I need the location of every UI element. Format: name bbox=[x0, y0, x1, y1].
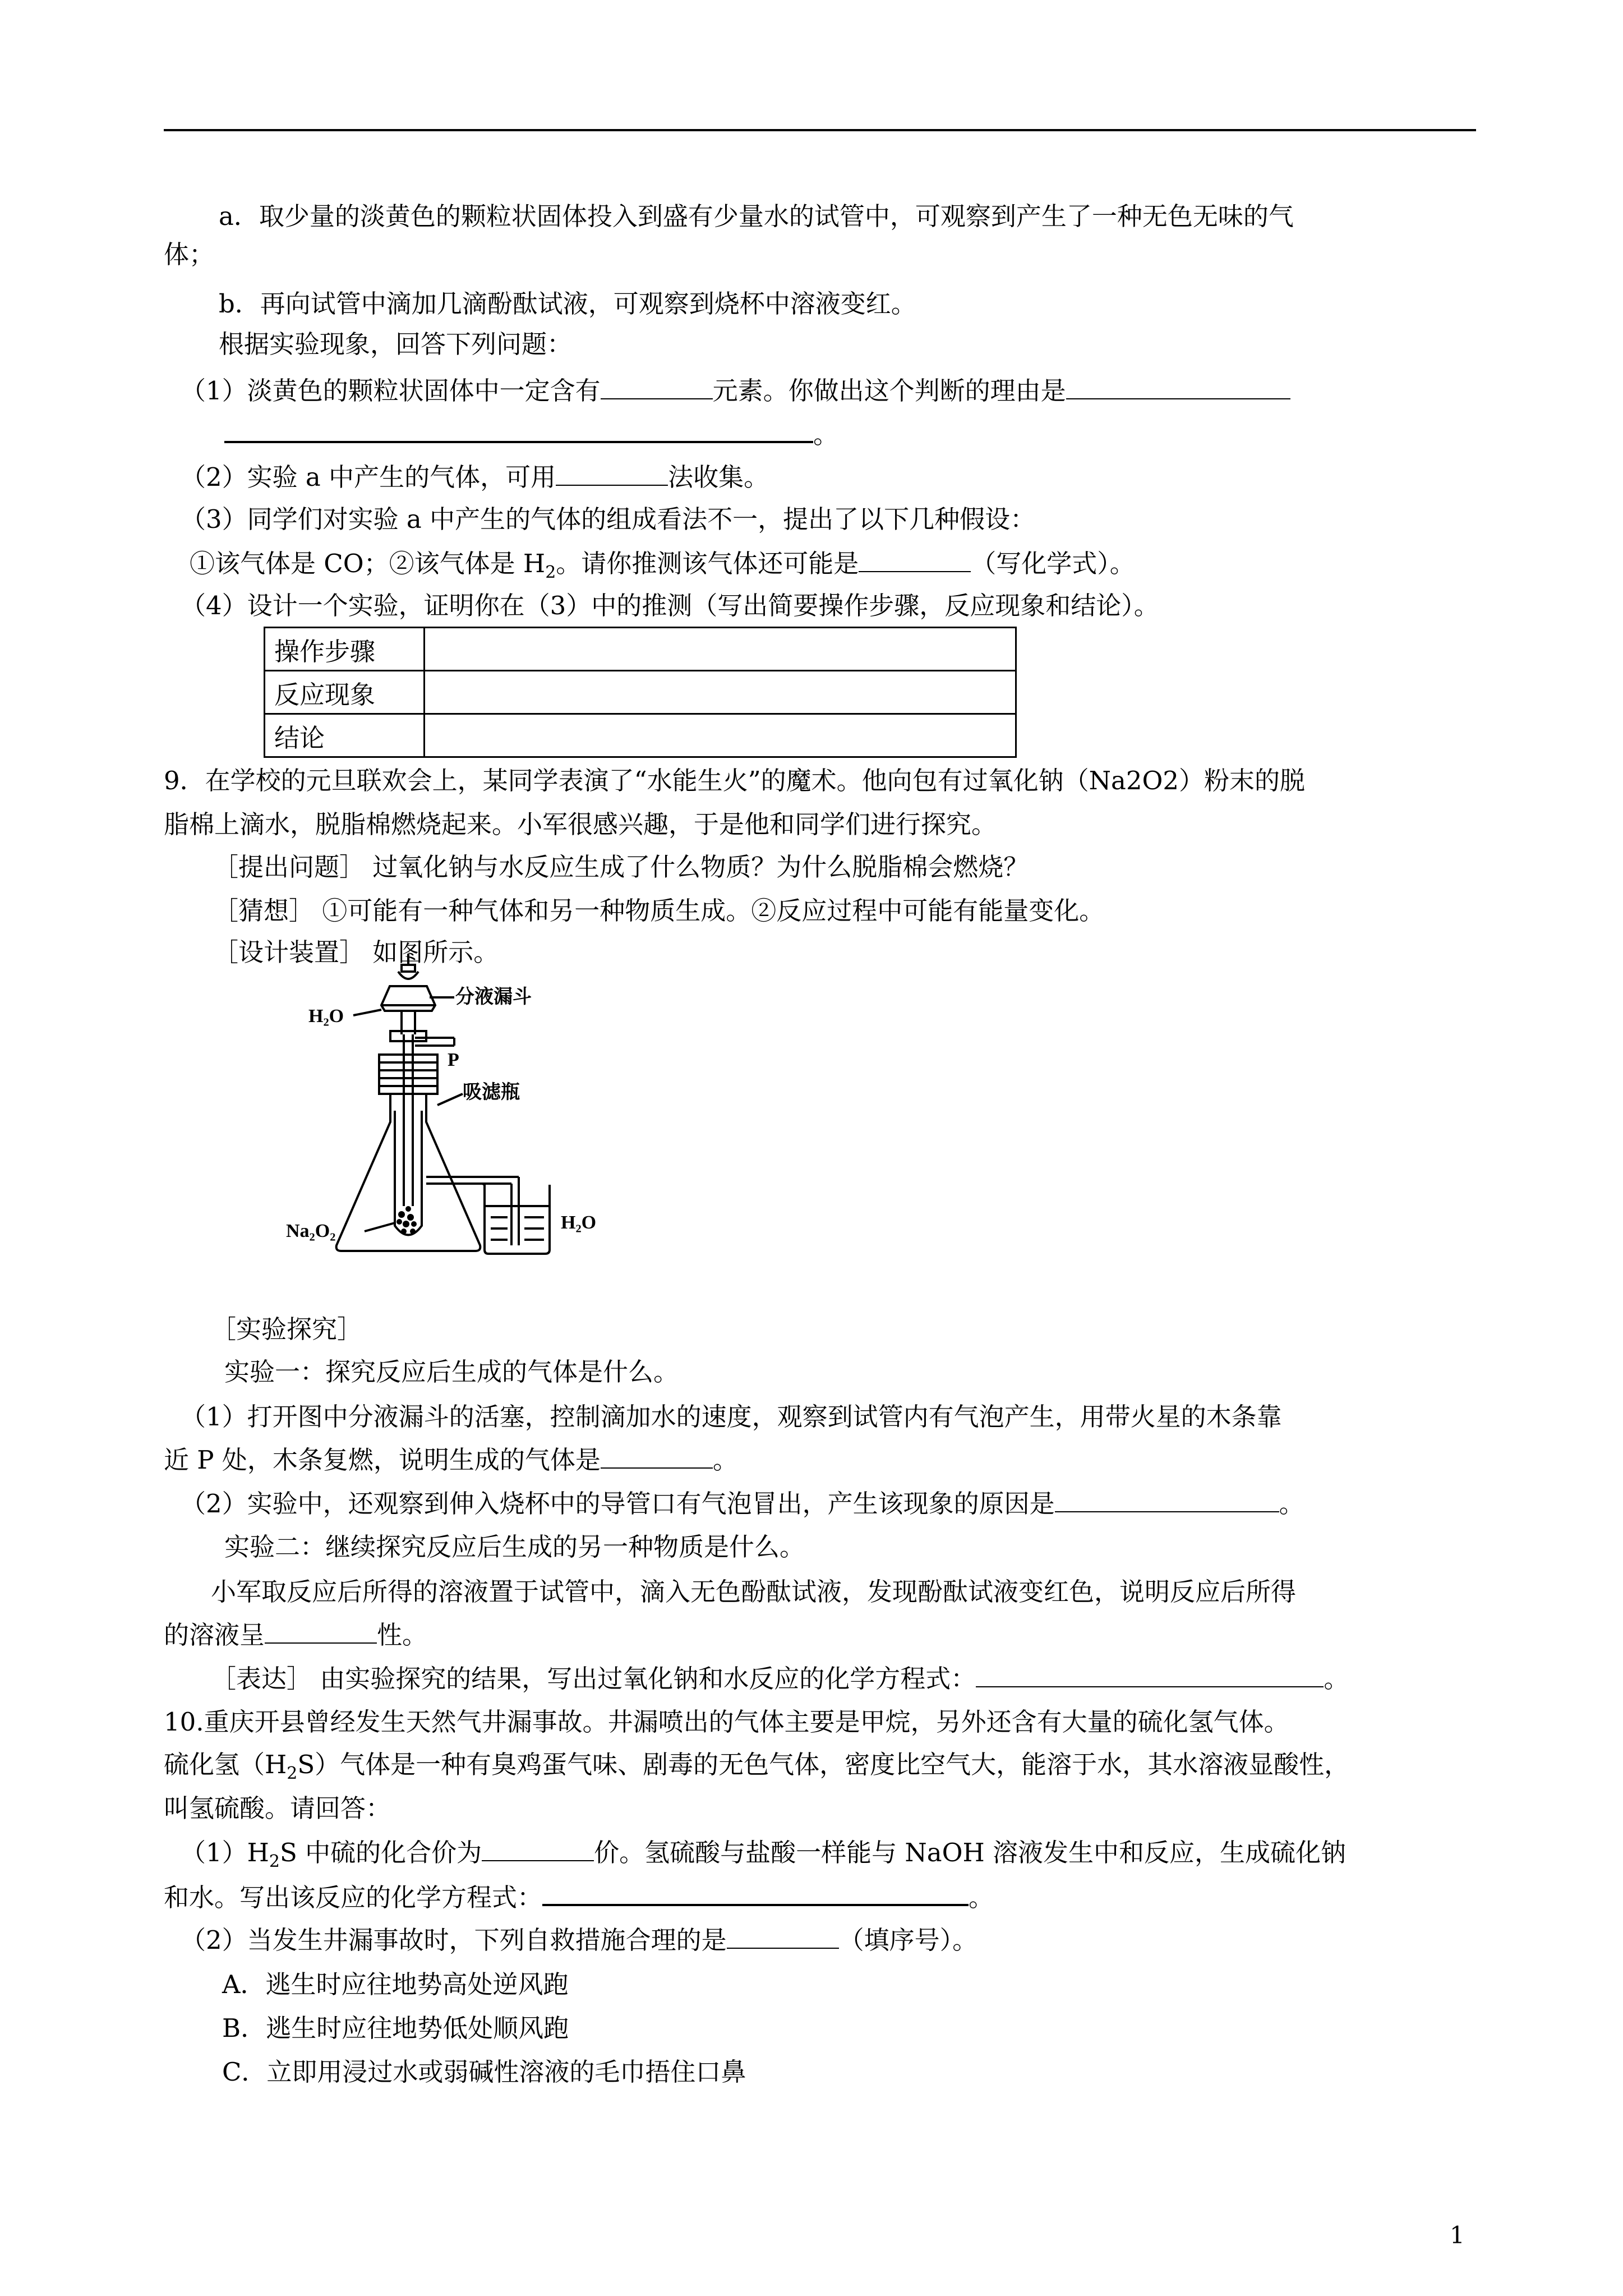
page-number: 1 bbox=[1450, 2221, 1465, 2249]
option-c: C．立即用浸过水或弱碱性溶液的毛巾捂住口鼻 bbox=[222, 2057, 746, 2087]
answer-blank[interactable] bbox=[1055, 1487, 1279, 1512]
question-4: （4）设计一个实验，证明你在（3）中的推测（写出简要操作步骤，反应现象和结论）。 bbox=[181, 591, 1159, 620]
option-a: A．逃生时应往地势高处逆风跑 bbox=[222, 1970, 569, 1999]
question-10-1-line1: $(1)H_2S$ 中硫的化合价为 价。氢硫酸与盐酸一样能与 NaOH 溶液发生中和反应，生成硫化钠 bbox=[181, 1835, 1346, 1879]
label-h2o-funnel: H₂O bbox=[308, 1006, 344, 1027]
question-2: （2）实验 a 中产生的气体，可用 法收集。 bbox=[181, 460, 769, 494]
option-b: B．逃生时应往地势低处顺风跑 bbox=[222, 2013, 569, 2043]
exp1-q1-line1: （1）打开图中分液漏斗的活塞，控制滴加水的速度，观察到试管内有气泡产生，用带火星的木条靠 bbox=[181, 1402, 1282, 1432]
problem-10-line3: 叫氢硫酸。请回答： bbox=[164, 1793, 391, 1823]
text-expression: ［表达］ 由实验探究的结果，写出过氧化钠和水反应的化学方程式： 。 bbox=[211, 1662, 1349, 1696]
question-10-1-line2: 和水。写出该反应的化学方程式： 。 bbox=[164, 1879, 994, 1915]
answer-blank[interactable] bbox=[224, 416, 813, 443]
answer-blank[interactable] bbox=[265, 1618, 377, 1644]
table-cell-label: 结论 bbox=[265, 714, 425, 757]
problem-10-line2: 硫化氢$(H_2S)$气体是一种有臭鸡蛋气味、剧毒的无色气体，密度比空气大，能溶于水，其水溶液显酸性， bbox=[164, 1750, 1350, 1783]
label-na2o2: Na₂O₂ bbox=[286, 1221, 336, 1241]
question-1: （1）淡黄色的颗粒状固体中一定含有 元素。你做出这个判断的理由是 bbox=[181, 374, 1290, 408]
answer-blank[interactable] bbox=[859, 546, 971, 572]
table-cell-answer[interactable] bbox=[425, 628, 1016, 671]
text-question-raised: ［提出问题］ 过氧化钠与水反应生成了什么物质？为什么脱脂棉会燃烧？ bbox=[213, 852, 1029, 882]
text-hypothesis: ［猜想］ ①可能有一种气体和另一种物质生成。②反应过程中可能有能量变化。 bbox=[213, 896, 1105, 926]
header-rule bbox=[164, 129, 1476, 131]
label-h2o-beaker: H₂O bbox=[561, 1212, 597, 1233]
answer-blank[interactable] bbox=[727, 1923, 839, 1949]
label-suction-flask: 吸滤瓶 bbox=[463, 1082, 520, 1103]
answer-blank[interactable] bbox=[542, 1879, 969, 1906]
text-apparatus: ［设计装置］ 如图所示。 bbox=[213, 937, 499, 967]
table-row bbox=[265, 628, 1016, 671]
table-cell-answer[interactable] bbox=[425, 714, 1016, 757]
exp1-q2: （2）实验中，还观察到伸入烧杯中的导管口有气泡冒出，产生该现象的原因是 。 bbox=[181, 1487, 1304, 1521]
text-a-line1: a．取少量的淡黄色的颗粒状固体投入到盛有少量水的试管中，可观察到产生了一种无色无味的气 bbox=[219, 201, 1294, 231]
text-experiment-1: 实验一：探究反应后生成的气体是什么。 bbox=[224, 1357, 679, 1387]
question-3: （3）同学们对实验 a 中产生的气体的组成看法不一，提出了以下几种假设： bbox=[181, 504, 1036, 534]
table-cell-label: 操作步骤 bbox=[265, 628, 425, 671]
question-3-hypothesis: ①该气体是 CO；②该气体是 $H_2$。请你推测该气体还可能是 （写化学式）。 bbox=[190, 546, 1135, 590]
answer-blank[interactable] bbox=[976, 1662, 1324, 1687]
question-1-cont: 。 bbox=[224, 416, 838, 452]
answer-blank[interactable] bbox=[482, 1835, 594, 1861]
exp1-q1-line2: 近 P 处，木条复燃，说明生成的气体是 。 bbox=[164, 1443, 738, 1477]
table-cell-label: 反应现象 bbox=[265, 671, 425, 714]
answer-blank[interactable] bbox=[556, 460, 668, 486]
label-separatory-funnel: 分液漏斗 bbox=[455, 987, 532, 1007]
table-row bbox=[265, 671, 1016, 714]
answer-blank[interactable] bbox=[1066, 374, 1290, 399]
apparatus-figure bbox=[269, 926, 662, 1290]
exp2-line2: 的溶液呈 性。 bbox=[164, 1618, 427, 1652]
label-p: P bbox=[448, 1050, 459, 1070]
text-experiment-explore: ［实验探究］ bbox=[211, 1314, 363, 1344]
problem-9-line1: 9．在学校的元旦联欢会上，某同学表演了“水能生火”的魔术。他向包有过氧化钠（Na2O2）粉末的脱 bbox=[164, 766, 1306, 795]
answer-blank[interactable] bbox=[601, 374, 713, 399]
problem-9-line2: 脂棉上滴水，脱脂棉燃烧起来。小军很感兴趣，于是他和同学们进行探究。 bbox=[164, 809, 997, 839]
table-row bbox=[265, 714, 1016, 757]
exp2-line1: 小军取反应后所得的溶液置于试管中，滴入无色酚酞试液，发现酚酞试液变红色，说明反应后所得 bbox=[211, 1577, 1297, 1607]
text-experiment-2: 实验二：继续探究反应后生成的另一种物质是什么。 bbox=[224, 1532, 805, 1562]
experiment-design-table bbox=[264, 627, 1017, 758]
answer-blank[interactable] bbox=[601, 1443, 713, 1469]
text-a-line2: 体； bbox=[164, 240, 215, 269]
problem-10-line1: 10.重庆开县曾经发生天然气井漏事故。井漏喷出的气体主要是甲烷，另外还含有大量的硫化氢气体。 bbox=[164, 1707, 1289, 1737]
table-cell-answer[interactable] bbox=[425, 671, 1016, 714]
text-b: b．再向试管中滴加几滴酚酞试液，可观察到烧杯中溶液变红。 bbox=[219, 289, 916, 319]
question-10-2: （2）当发生井漏事故时，下列自救措施合理的是 （填序号）。 bbox=[181, 1923, 978, 1957]
text-intro: 根据实验现象，回答下列问题： bbox=[219, 329, 573, 359]
